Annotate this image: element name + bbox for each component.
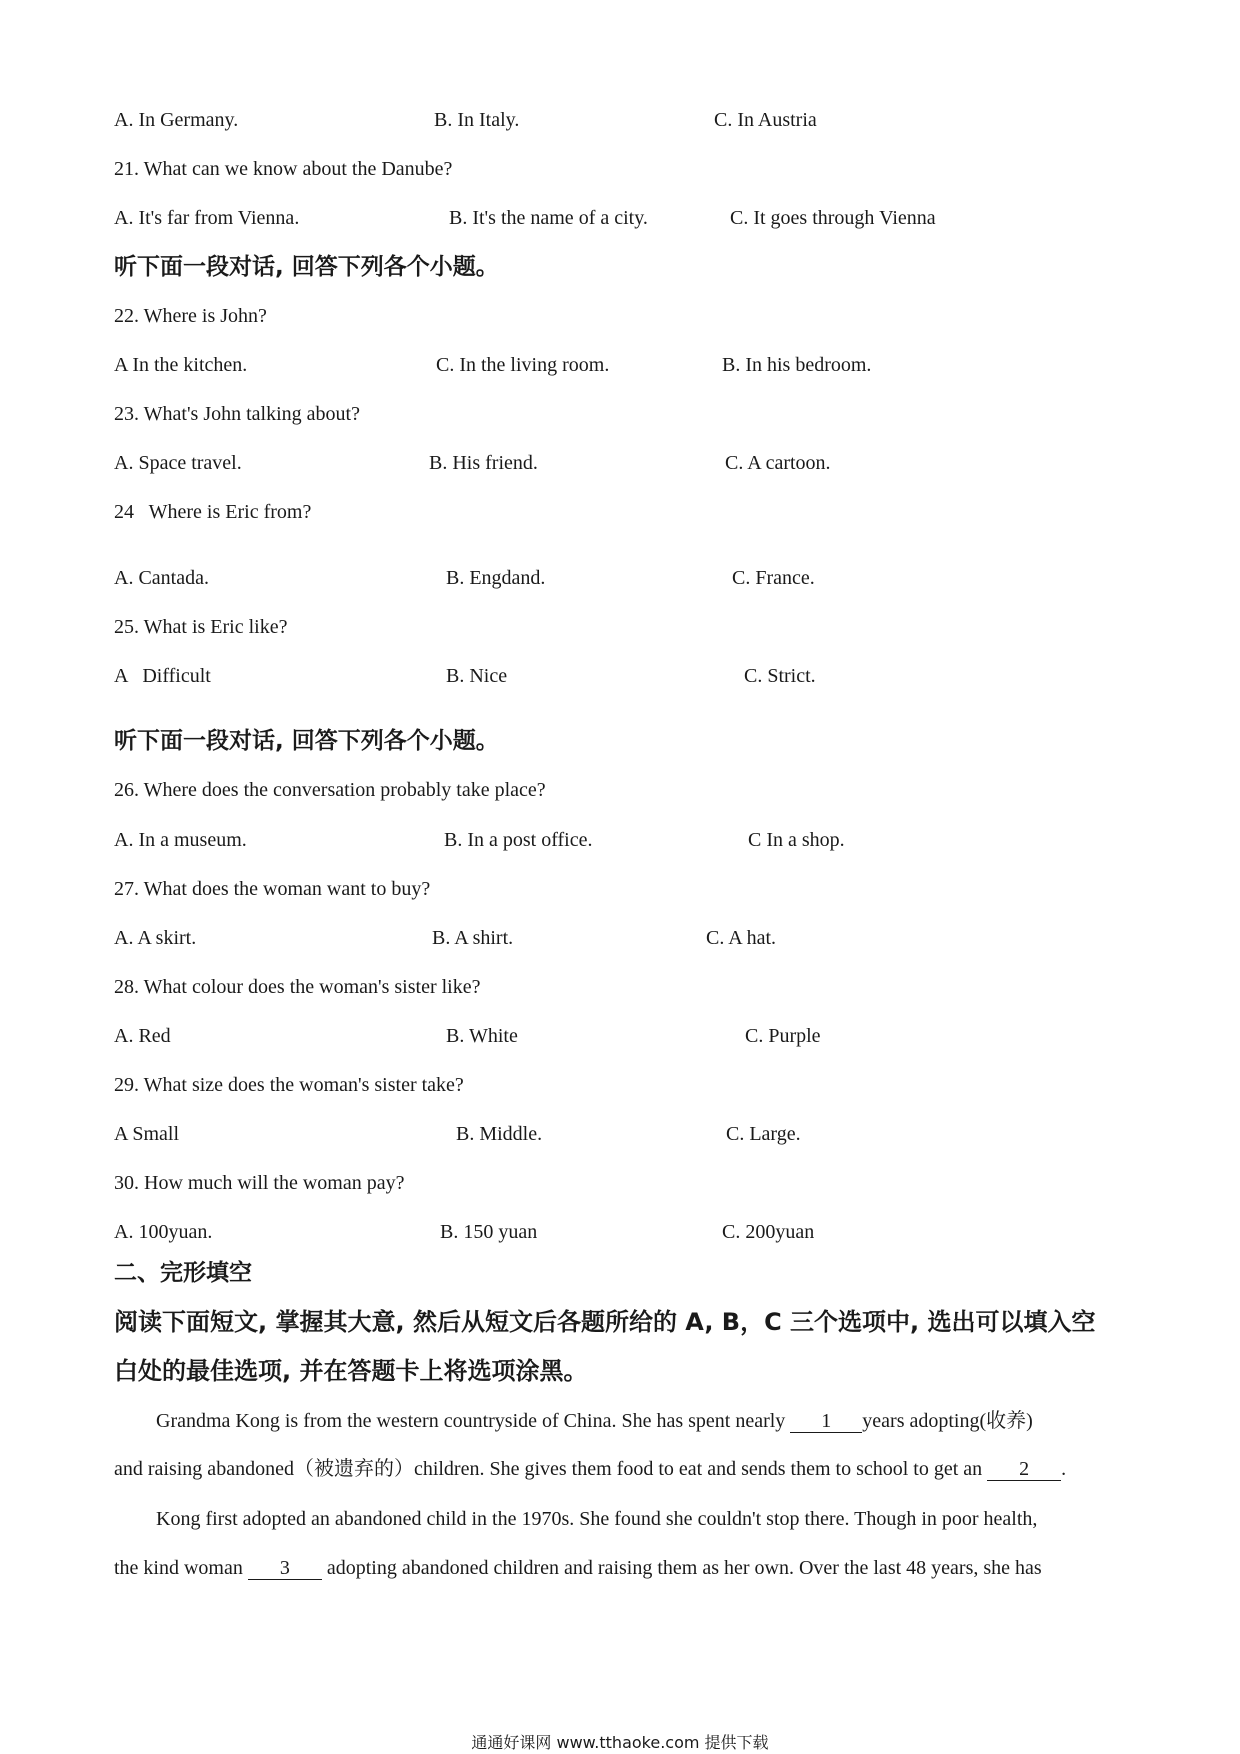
question-28: 28. What colour does the woman's sister like? bbox=[114, 976, 481, 998]
section-heading: 听下面一段对话, 回答下列各个小题。 bbox=[114, 254, 499, 280]
option-b: B. Middle. bbox=[456, 1123, 543, 1145]
option-c: C. Strict. bbox=[744, 665, 816, 687]
option-c: C. France. bbox=[732, 567, 815, 589]
section-title: 二、完形填空 bbox=[114, 1260, 252, 1286]
option-a: A. 100yuan. bbox=[114, 1221, 213, 1243]
option-b: B. In a post office. bbox=[444, 829, 593, 851]
passage-line-2 bbox=[114, 1456, 1066, 1482]
instruction-line-1: 阅读下面短文, 掌握其大意, 然后从短文后各题所给的 A, B，C 三个选项中, 选出可以填入空 bbox=[114, 1308, 1096, 1336]
option-a: A Small bbox=[114, 1123, 180, 1145]
option-b: B. Engdand. bbox=[446, 567, 546, 589]
option-b: B. His friend. bbox=[429, 452, 538, 474]
option-b: B. White bbox=[446, 1025, 518, 1047]
option-a: A. A skirt. bbox=[114, 927, 197, 949]
question-23: 23. What's John talking about? bbox=[114, 403, 360, 425]
question-27: 27. What does the woman want to buy? bbox=[114, 878, 431, 900]
option-c: C. In the living room. bbox=[436, 354, 610, 376]
passage-text: adopting abandoned children and raising them as her own. Over the last 48 years, she has bbox=[321, 1557, 1042, 1579]
question-22: 22. Where is John? bbox=[114, 305, 267, 327]
option-b: B. Nice bbox=[446, 665, 508, 687]
option-c: C. A hat. bbox=[706, 927, 777, 949]
option-c: C In a shop. bbox=[748, 829, 845, 851]
option-c: C. It goes through Vienna bbox=[730, 207, 936, 229]
question-21: 21. What can we know about the Danube? bbox=[114, 158, 453, 180]
blank-2: 2 bbox=[987, 1458, 1061, 1481]
passage-text: and raising abandoned（被遗弃的）children. She gives them food to eat and sends them to school to get an bbox=[114, 1458, 988, 1480]
option-c: C. Large. bbox=[726, 1123, 801, 1145]
passage-line-1 bbox=[156, 1408, 1033, 1434]
option-c: C. A cartoon. bbox=[725, 452, 831, 474]
option-b: B. In his bedroom. bbox=[722, 354, 872, 376]
passage-line-4 bbox=[114, 1555, 1042, 1581]
option-c: C. 200yuan bbox=[722, 1221, 815, 1243]
option-a: A Difficult bbox=[114, 665, 211, 687]
blank-3: 3 bbox=[248, 1557, 322, 1580]
question-25: 25. What is Eric like? bbox=[114, 616, 288, 638]
option-a: A In the kitchen. bbox=[114, 354, 248, 376]
question-26: 26. Where does the conversation probably take place? bbox=[114, 779, 546, 801]
passage-line-3: Kong first adopted an abandoned child in the 1970s. She found she couldn't stop there. Though in poor health, bbox=[156, 1508, 1038, 1530]
option-a: A. In Germany. bbox=[114, 109, 239, 131]
option-a: A. In a museum. bbox=[114, 829, 247, 851]
option-b: B. A shirt. bbox=[432, 927, 514, 949]
option-a: A. Red bbox=[114, 1025, 171, 1047]
question-24: 24 Where is Eric from? bbox=[114, 501, 312, 523]
option-c: C. In Austria bbox=[714, 109, 817, 131]
option-a: A. It's far from Vienna. bbox=[114, 207, 300, 229]
option-a: A. Space travel. bbox=[114, 452, 242, 474]
option-a: A. Cantada. bbox=[114, 567, 209, 589]
passage-text: . bbox=[1061, 1458, 1067, 1480]
instruction-line-2: 白处的最佳选项, 并在答题卡上将选项涂黑。 bbox=[114, 1357, 588, 1385]
option-b: B. 150 yuan bbox=[440, 1221, 538, 1243]
option-c: C. Purple bbox=[745, 1025, 821, 1047]
question-29: 29. What size does the woman's sister take? bbox=[114, 1074, 464, 1096]
question-30: 30. How much will the woman pay? bbox=[114, 1172, 405, 1194]
blank-1: 1 bbox=[790, 1410, 862, 1433]
passage-text: the kind woman bbox=[114, 1557, 248, 1579]
passage-text: years adopting(收养) bbox=[862, 1410, 1033, 1432]
page-footer: 通通好课网 www.tthaoke.com 提供下载 bbox=[471, 1733, 769, 1752]
option-b: B. In Italy. bbox=[434, 109, 520, 131]
passage-text: Grandma Kong is from the western countryside of China. She has spent nearly bbox=[156, 1410, 791, 1432]
option-b: B. It's the name of a city. bbox=[449, 207, 648, 229]
section-heading: 听下面一段对话, 回答下列各个小题。 bbox=[114, 728, 499, 754]
